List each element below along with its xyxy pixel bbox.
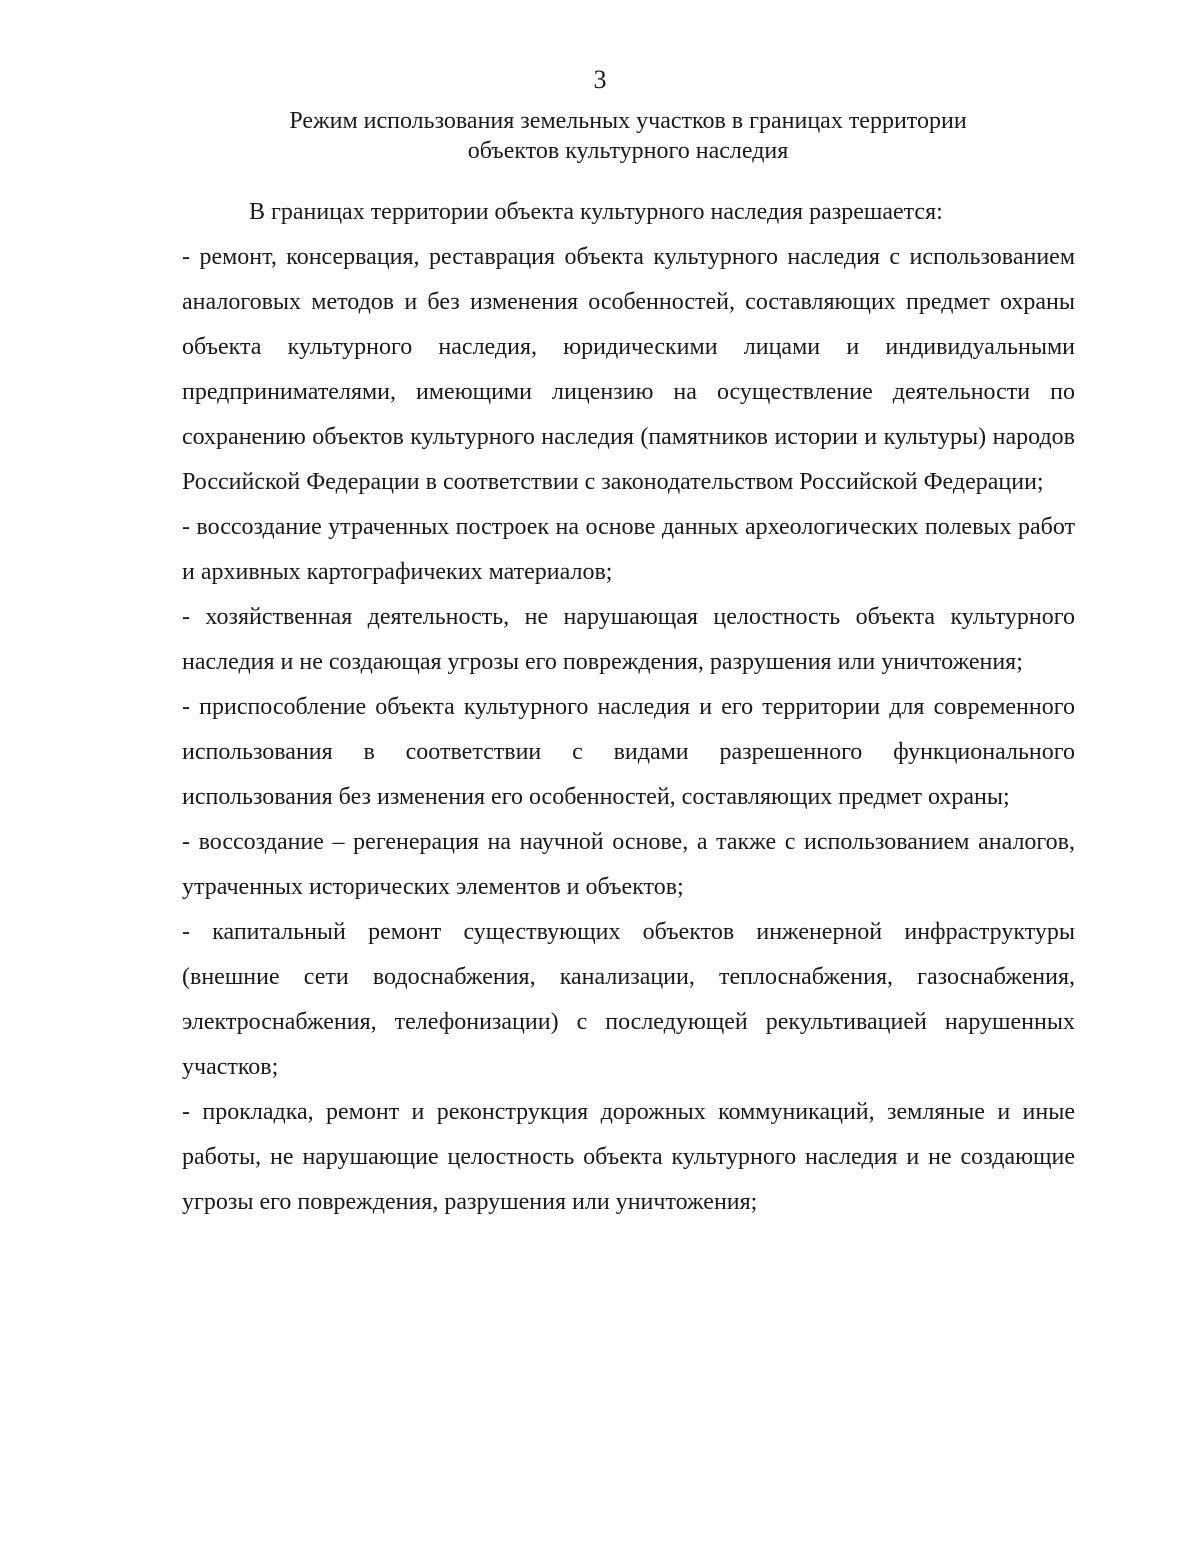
document-body bbox=[182, 190, 1075, 1225]
intro-paragraph: В границах территории объекта культурного наследия разрешается: bbox=[249, 199, 943, 225]
section-heading bbox=[200, 106, 1056, 166]
list-item: - ремонт, консервация, реставрация объекта культурного наследия с использованием аналоговых методов и без изменения особенностей, составляющих предмет охраны объекта культурного наследия, юридическими лицами и индивидуальными предпринимателями, имеющими лицензию на осуществление деятельности по сохранению объектов культурного наследия (памятников истории и культуры) народов Российской Федерации в соответствии с законодательством Российской Федерации; bbox=[182, 244, 1075, 495]
list-item: - приспособление объекта культурного наследия и его территории для современного использования в соответствии с видами разрешенного функционального использования без изменения его особенностей, составляющих предмет охраны; bbox=[182, 694, 1075, 810]
list-item: - воссоздание утраченных построек на основе данных археологических полевых работ и архивных картографичеких материалов; bbox=[182, 514, 1075, 585]
list-item: - прокладка, ремонт и реконструкция дорожных коммуникаций, земляные и иные работы, не нарушающие целостность объекта культурного наследия и не создающие угрозы его повреждения, разрушения или уничтожения; bbox=[182, 1099, 1075, 1215]
list-item: - капитальный ремонт существующих объектов инженерной инфраструктуры (внешние сети водоснабжения, канализации, теплоснабжения, газоснабжения, электроснабжения, телефонизации) с последующей рекультивацией нарушенных участков; bbox=[182, 919, 1075, 1080]
page-number: 3 bbox=[593, 65, 607, 94]
list-item: - хозяйственная деятельность, не нарушающая целостность объекта культурного наследия и не создающая угрозы его повреждения, разрушения или уничтожения; bbox=[182, 604, 1075, 675]
list-item: - воссоздание – регенерация на научной основе, а также с использованием аналогов, утраченных исторических элементов и объектов; bbox=[182, 829, 1075, 900]
heading-line-2: объектов культурного наследия bbox=[467, 138, 789, 164]
heading-line-1: Режим использования земельных участков в границах территории bbox=[289, 108, 967, 134]
